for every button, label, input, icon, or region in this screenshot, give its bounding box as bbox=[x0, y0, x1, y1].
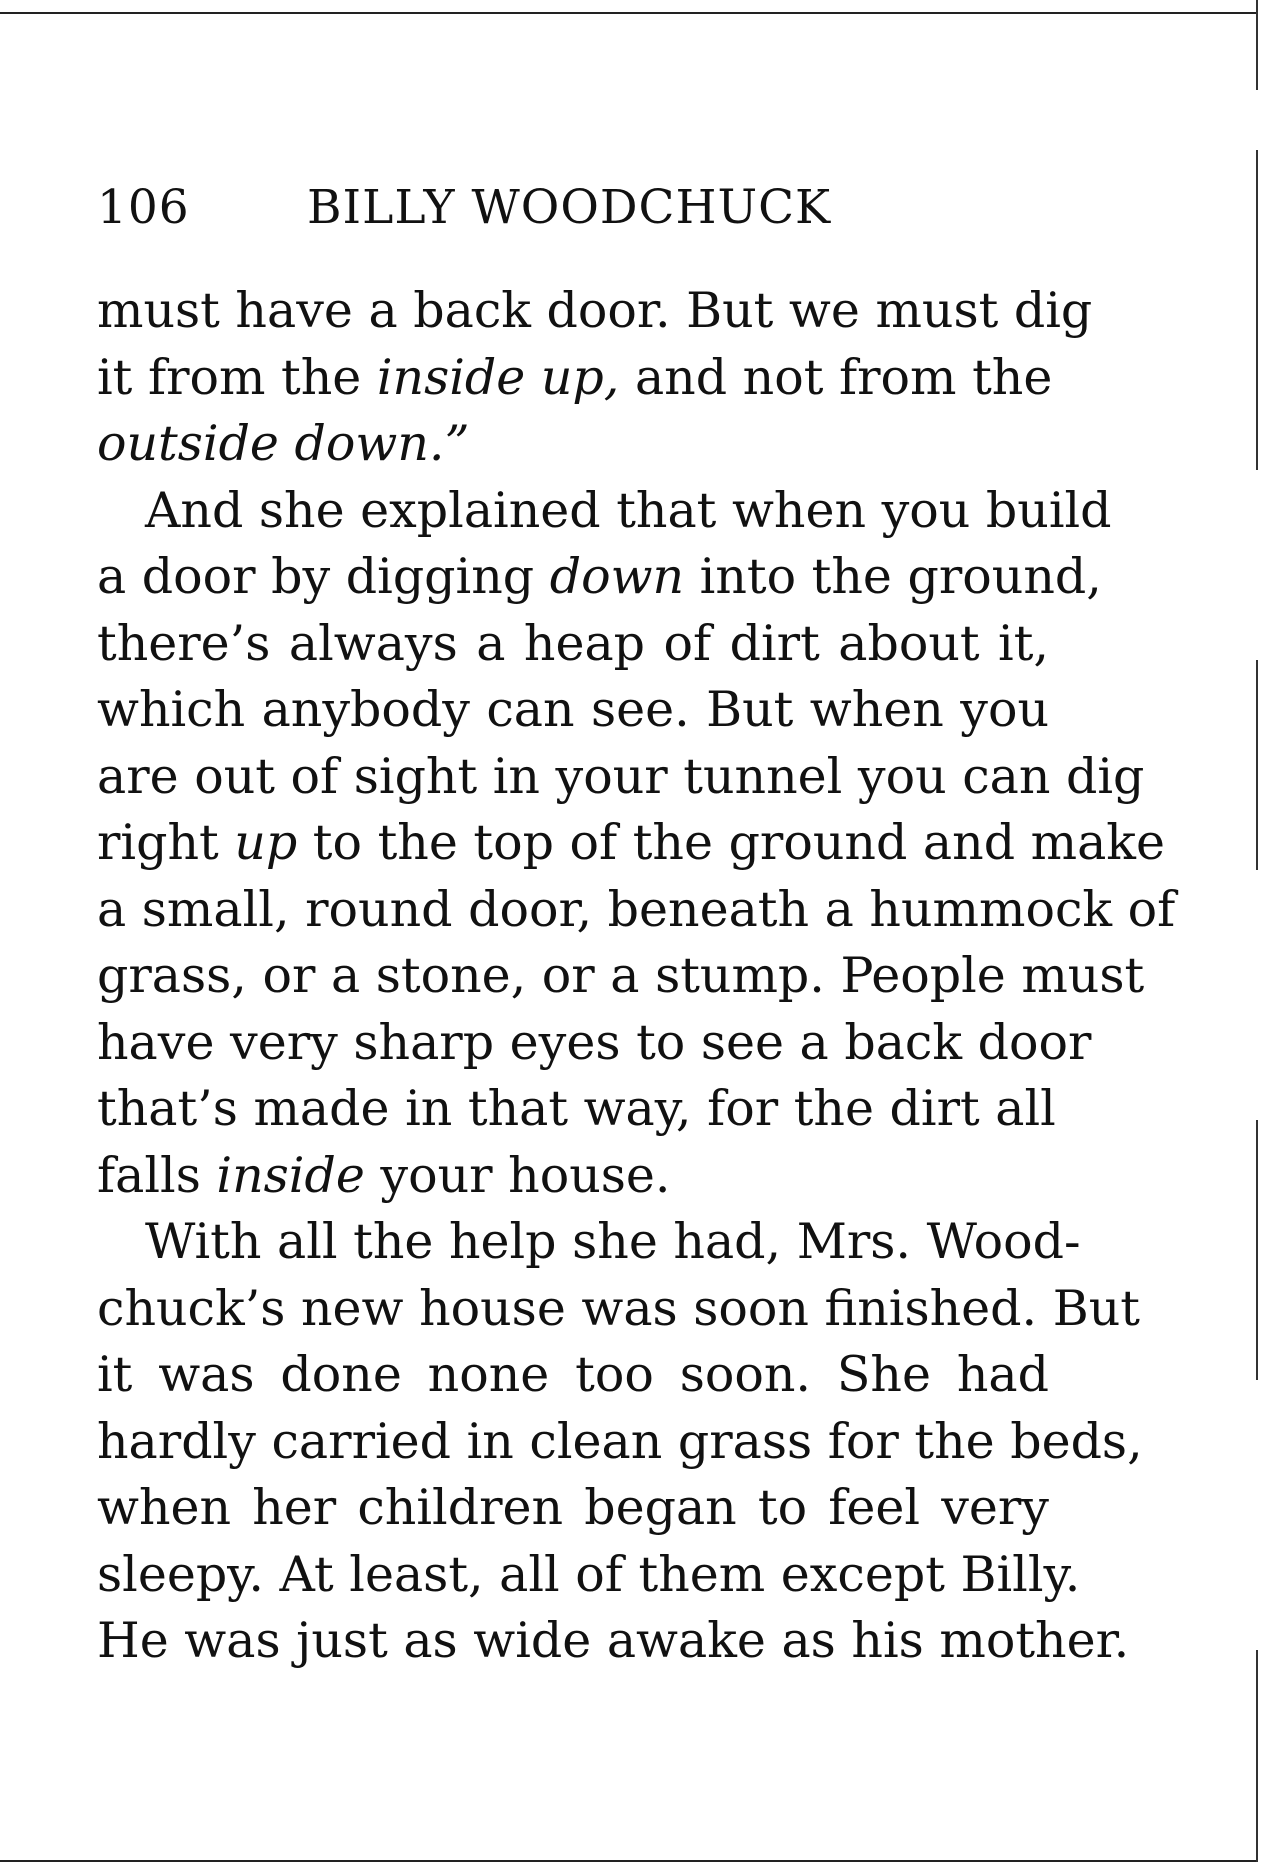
text-line bbox=[97, 877, 1176, 944]
text-run: right bbox=[97, 814, 235, 871]
text-line bbox=[97, 278, 1093, 345]
italic-text: inside up, bbox=[376, 348, 620, 406]
text-run: have very sharp eyes to see a back door bbox=[97, 1013, 1092, 1071]
text-line bbox=[97, 478, 1112, 545]
text-line bbox=[97, 1409, 1143, 1476]
text-line bbox=[97, 544, 1102, 611]
text-run: your house. bbox=[364, 1146, 671, 1204]
text-run: He was just as wide awake as his mother. bbox=[97, 1612, 1130, 1669]
text-run: to the top of the ground and make bbox=[297, 814, 1165, 871]
body-text bbox=[97, 278, 1176, 1675]
page-number: 106 bbox=[97, 180, 190, 235]
text-line bbox=[97, 1276, 1140, 1343]
text-run: And she explained that when you build bbox=[145, 481, 1112, 539]
text-run: hardly carried in clean grass for the beds, bbox=[97, 1412, 1143, 1470]
scan-edge-gap bbox=[1255, 470, 1259, 660]
text-line bbox=[97, 611, 1049, 678]
text-line bbox=[97, 1209, 1081, 1276]
text-run: grass, or a stone, or a stump. People must bbox=[97, 947, 1145, 1004]
text-line bbox=[97, 943, 1145, 1010]
scan-edge-gap bbox=[1255, 870, 1259, 1120]
text-line bbox=[97, 411, 1049, 478]
text-run: sleepy. At least, all of them except Billy. bbox=[97, 1545, 1081, 1603]
running-header bbox=[97, 178, 1057, 238]
italic-text: inside bbox=[216, 1146, 365, 1204]
paragraph bbox=[97, 1209, 1143, 1675]
italic-text: outside down.” bbox=[97, 415, 470, 472]
text-run: that’s made in that way, for the dirt all bbox=[97, 1080, 1056, 1137]
text-line bbox=[97, 1342, 1049, 1409]
text-run: and not from the bbox=[619, 348, 1053, 406]
text-run: it was done none too soon. She had bbox=[97, 1346, 1049, 1403]
text-run: are out of sight in your tunnel you can dig bbox=[97, 747, 1145, 805]
italic-text: up bbox=[234, 814, 298, 871]
scan-edge-gap bbox=[1255, 1380, 1259, 1650]
text-run: a small, round door, beneath a hummock of bbox=[97, 880, 1176, 938]
scan-edge-bottom bbox=[0, 1860, 1258, 1862]
text-run: which anybody can see. But when you bbox=[97, 681, 1049, 738]
text-run: falls bbox=[97, 1146, 217, 1204]
text-line bbox=[97, 345, 1053, 412]
paragraph bbox=[97, 478, 1176, 1210]
text-run: must have a back door. But we must dig bbox=[97, 282, 1093, 339]
scan-edge-top bbox=[0, 12, 1258, 14]
text-line bbox=[97, 1608, 1130, 1675]
text-run: into the ground, bbox=[684, 548, 1102, 605]
text-run: With all the help she had, Mrs. Wood- bbox=[145, 1213, 1081, 1270]
text-line bbox=[97, 677, 1049, 744]
scan-edge-gap bbox=[1255, 90, 1259, 150]
running-title: BILLY WOODCHUCK bbox=[307, 180, 832, 235]
text-line bbox=[97, 1143, 1049, 1210]
text-run: a door by digging bbox=[97, 548, 550, 605]
text-run: there’s always a heap of dirt about it, bbox=[97, 614, 1049, 672]
text-line bbox=[97, 1542, 1081, 1609]
text-line bbox=[97, 1475, 1049, 1542]
text-run: chuck’s new house was soon finished. But bbox=[97, 1279, 1140, 1337]
text-line bbox=[97, 1076, 1056, 1143]
italic-text: down bbox=[549, 548, 685, 605]
text-run: it from the bbox=[97, 348, 377, 406]
text-line bbox=[97, 744, 1145, 811]
text-line bbox=[97, 810, 1165, 877]
text-line bbox=[97, 1010, 1092, 1077]
paragraph bbox=[97, 278, 1093, 478]
text-run: when her children began to feel very bbox=[97, 1479, 1049, 1536]
